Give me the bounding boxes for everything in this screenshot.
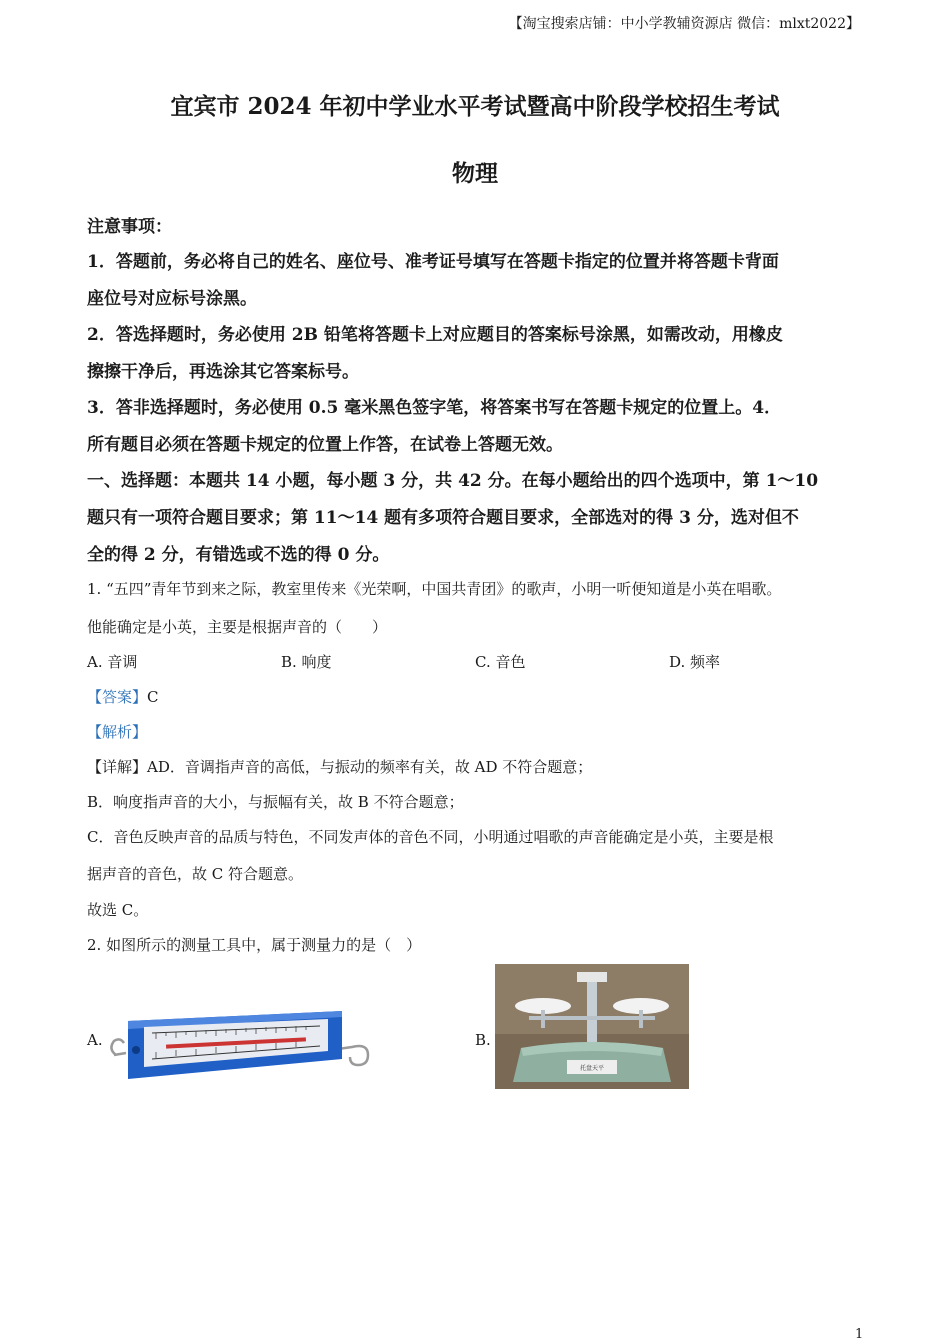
analysis-label: 【解析】 <box>87 723 148 741</box>
balance-label: 托盘天平 <box>579 1065 605 1072</box>
exam-title: 宜宾市 2024 年初中学业水平考试暨高中阶段学校招生考试 <box>170 93 780 120</box>
q1-stem: 1. “五四”青年节到来之际，教室里传来《光荣啊，中国共青团》的歌声，小明一听便知道是小英在唱歌。 <box>87 580 782 598</box>
balance-scale-image <box>495 964 689 1089</box>
detail-line: B．响度指声音的大小，与振幅有关，故 B 不符合题意； <box>87 793 464 811</box>
q1-option-a: A. 音调 <box>87 653 138 671</box>
q1-answer <box>87 686 159 707</box>
page-number: 1 <box>855 1327 864 1342</box>
section-heading: 一、选择题：本题共 14 小题，每小题 3 分，共 42 分。在每小题给出的四个选项中，第 1～10 <box>87 471 819 491</box>
q1-option-d: D. 频率 <box>669 653 721 671</box>
detail-line: 据声音的音色，故 C 符合题意。 <box>87 865 304 883</box>
subject-title: 物理 <box>452 160 498 187</box>
notice-line: 2．答选择题时，务必使用 2B 铅笔将答题卡上对应题目的答案标号涂黑，如需改动，用橡皮 <box>87 325 783 345</box>
notice-heading: 注意事项： <box>87 217 172 237</box>
q1-detail <box>87 756 592 777</box>
notice-line: 擦擦干净后，再选涂其它答案标号。 <box>87 362 359 382</box>
answer-value: C <box>147 688 159 706</box>
notice-line: 3．答非选择题时，务必使用 0.5 毫米黑色签字笔，将答案书写在答题卡规定的位置上。4． <box>87 398 782 418</box>
q2-option-b-label: B. <box>475 1031 491 1049</box>
detail-line: AD．音调指声音的高低，与振动的频率有关，故 AD 不符合题意； <box>147 758 593 776</box>
section-line: 题只有一项符合题目要求；第 11～14 题有多项符合题目要求，全部选对的得 3 分，选对但不 <box>87 508 799 528</box>
q2-stem: 2. 如图所示的测量工具中，属于测量力的是（ ） <box>87 936 422 954</box>
section-line: 全的得 2 分，有错选或不选的得 0 分。 <box>87 545 390 565</box>
spring-scale-image <box>106 1003 374 1089</box>
header-note: 【淘宝搜索店铺：中小学教辅资源店 微信：mlxt2022】 <box>508 16 860 32</box>
q1-option-c: C. 音色 <box>475 653 526 671</box>
notice-line: 座位号对应标号涂黑。 <box>87 289 257 309</box>
q1-option-b: B. 响度 <box>281 653 332 671</box>
detail-line: C．音色反映声音的品质与特色，不同发声体的音色不同，小明通过唱歌的声音能确定是小英，主要是根 <box>87 828 774 846</box>
q1-stem: 他能确定是小英，主要是根据声音的（ ） <box>87 618 388 636</box>
detail-label: 【详解】 <box>87 758 148 776</box>
q2-option-a-label: A. <box>87 1031 103 1049</box>
answer-label: 【答案】 <box>87 688 148 706</box>
notice-line: 所有题目必须在答题卡规定的位置上作答，在试卷上答题无效。 <box>87 435 563 455</box>
notice-line: 1．答题前，务必将自己的姓名、座位号、准考证号填写在答题卡指定的位置并将答题卡背面 <box>87 252 779 272</box>
detail-line: 故选 C。 <box>87 901 149 919</box>
